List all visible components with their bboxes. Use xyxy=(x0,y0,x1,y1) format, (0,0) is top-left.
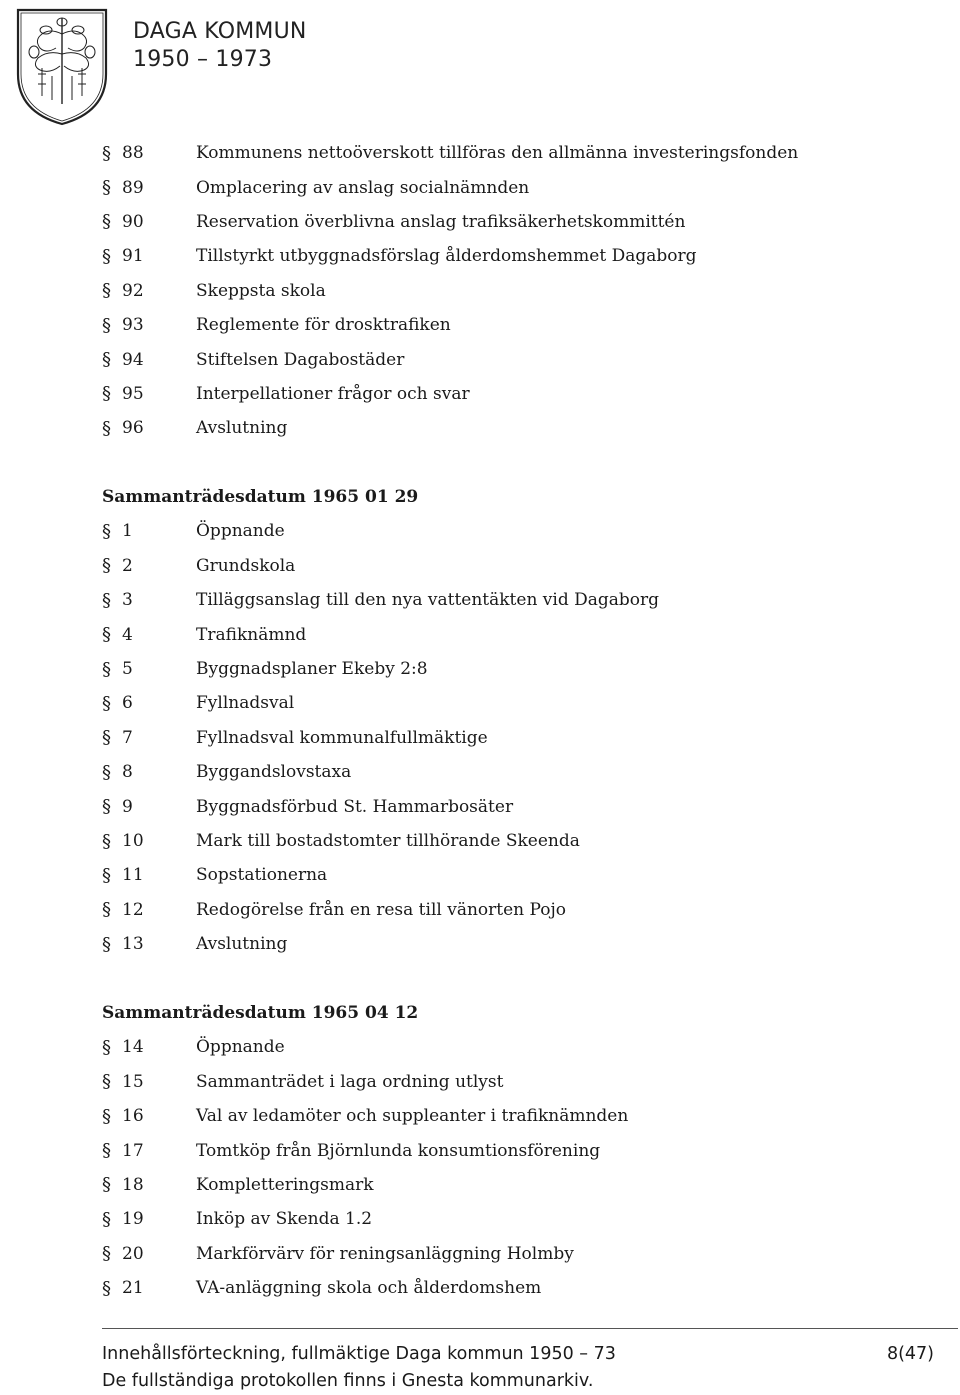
index-entry xyxy=(102,377,942,411)
entry-title: Redogörelse från en resa till vänorten Pojo xyxy=(196,899,567,920)
section-icon: § xyxy=(102,1036,111,1058)
footer-archive-note: De fullständiga protokollen finns i Gnesta kommunarkiv. xyxy=(102,1371,594,1391)
entry-number: 18 xyxy=(122,1174,144,1195)
index-entry xyxy=(102,1168,942,1202)
entry-number: 7 xyxy=(122,727,133,748)
entry-title: Val av ledamöter och suppleanter i trafiknämnden xyxy=(196,1106,629,1127)
section-icon: § xyxy=(102,280,111,302)
index-entry xyxy=(102,789,942,823)
index-entry xyxy=(102,514,942,548)
entry-title: Kompletteringsmark xyxy=(196,1174,374,1195)
section-icon: § xyxy=(102,349,111,371)
section-icon: § xyxy=(102,692,111,714)
entry-title: Sopstationerna xyxy=(196,865,328,886)
section-icon: § xyxy=(102,899,111,921)
entry-title: Skeppsta skola xyxy=(196,280,326,301)
entry-number: 12 xyxy=(122,899,144,920)
entry-title: Tilläggsanslag till den nya vattentäkten vid Dagaborg xyxy=(196,590,660,611)
section-icon: § xyxy=(102,1140,111,1162)
entry-title: VA-anläggning skola och ålderdomshem xyxy=(196,1278,542,1299)
entry-number: 1 xyxy=(122,521,133,542)
section-icon: § xyxy=(102,1071,111,1093)
index-content xyxy=(102,136,942,1305)
section-icon: § xyxy=(102,830,111,852)
index-entry xyxy=(102,755,942,789)
section-icon: § xyxy=(102,727,111,749)
index-entry xyxy=(102,1202,942,1236)
section-icon: § xyxy=(102,1105,111,1127)
index-entry xyxy=(102,1065,942,1099)
entry-title: Reglemente för drosktrafiken xyxy=(196,315,451,336)
entry-number: 90 xyxy=(122,211,144,232)
entry-title: Reservation överblivna anslag trafiksäkerhetskommittén xyxy=(196,211,686,232)
section-icon: § xyxy=(102,1174,111,1196)
entry-title: Byggandslovstaxa xyxy=(196,762,352,783)
entry-number: 3 xyxy=(122,590,133,611)
footer-title: Innehållsförteckning, fullmäktige Daga kommun 1950 – 73 xyxy=(102,1344,616,1364)
entry-number: 89 xyxy=(122,177,144,198)
index-entry xyxy=(102,274,942,308)
entry-title: Kommunens nettoöverskott tillföras den allmänna investeringsfonden xyxy=(196,143,799,164)
entry-title: Markförvärv för reningsanläggning Holmby xyxy=(196,1243,574,1264)
entry-title: Inköp av Skenda 1.2 xyxy=(196,1209,373,1230)
section-icon: § xyxy=(102,1243,111,1265)
section-icon: § xyxy=(102,417,111,439)
entry-title: Öppnande xyxy=(196,521,285,542)
entry-title: Omplacering av anslag socialnämnden xyxy=(196,177,530,198)
index-entry xyxy=(102,893,942,927)
index-entry xyxy=(102,686,942,720)
entry-title: Grundskola xyxy=(196,555,296,576)
index-entry xyxy=(102,721,942,755)
entry-title: Byggnadsförbud St. Hammarbosäter xyxy=(196,796,514,817)
entry-title: Tomtköp från Björnlunda konsumtionsförening xyxy=(196,1140,601,1161)
index-entry xyxy=(102,824,942,858)
section-icon: § xyxy=(102,245,111,267)
entry-title: Sammanträdet i laga ordning utlyst xyxy=(196,1071,504,1092)
index-entry xyxy=(102,652,942,686)
group-spacer xyxy=(102,446,942,480)
section-icon: § xyxy=(102,1208,111,1230)
index-entry xyxy=(102,617,942,651)
index-entry xyxy=(102,927,942,961)
footer-divider xyxy=(102,1328,958,1329)
entry-number: 13 xyxy=(122,934,144,955)
section-icon: § xyxy=(102,211,111,233)
crest-icon xyxy=(12,4,112,128)
entry-title: Öppnande xyxy=(196,1037,285,1058)
entry-number: 91 xyxy=(122,246,144,267)
section-icon: § xyxy=(102,383,111,405)
index-entry xyxy=(102,136,942,170)
entry-title: Avslutning xyxy=(196,418,288,439)
entry-title: Trafiknämnd xyxy=(196,624,307,645)
footer-page-number: 8(47) xyxy=(886,1344,934,1364)
index-entry xyxy=(102,858,942,892)
page-footer xyxy=(102,1341,934,1395)
entry-number: 94 xyxy=(122,349,144,370)
entry-number: 8 xyxy=(122,762,133,783)
section-icon: § xyxy=(102,761,111,783)
index-entry xyxy=(102,1237,942,1271)
meeting-date-heading: Sammanträdesdatum 1965 01 29 xyxy=(102,487,419,508)
entry-number: 10 xyxy=(122,831,144,851)
entry-title: Stiftelsen Dagabostäder xyxy=(196,349,405,370)
section-icon: § xyxy=(102,177,111,199)
section-icon: § xyxy=(102,624,111,646)
entry-number: 15 xyxy=(122,1071,144,1092)
index-entry xyxy=(102,239,942,273)
index-entry xyxy=(102,1099,942,1133)
entry-number: 96 xyxy=(122,418,144,439)
header-title-line1: DAGA KOMMUN xyxy=(133,19,307,44)
entry-number: 5 xyxy=(122,659,133,680)
entry-number: 88 xyxy=(122,143,144,164)
entry-number: 20 xyxy=(122,1243,144,1264)
entry-title: Interpellationer frågor och svar xyxy=(196,383,470,404)
section-icon: § xyxy=(102,864,111,886)
entry-title: Fyllnadsval xyxy=(196,693,295,714)
entry-number: 16 xyxy=(122,1106,144,1127)
entry-title: Fyllnadsval kommunalfullmäktige xyxy=(196,727,488,748)
entry-number: 21 xyxy=(122,1278,144,1299)
page-header-title xyxy=(133,18,307,74)
index-entry xyxy=(102,411,942,445)
section-icon: § xyxy=(102,1277,111,1299)
entry-number: 92 xyxy=(122,280,144,301)
entry-number: 17 xyxy=(122,1140,144,1161)
entry-number: 11 xyxy=(122,865,144,886)
section-icon: § xyxy=(102,658,111,680)
index-entry xyxy=(102,1030,942,1064)
index-entry xyxy=(102,308,942,342)
entry-number: 14 xyxy=(122,1037,144,1058)
index-entry xyxy=(102,205,942,239)
entry-title: Avslutning xyxy=(196,934,288,955)
entry-number: 6 xyxy=(122,693,133,714)
entry-number: 95 xyxy=(122,383,144,404)
index-entry xyxy=(102,1133,942,1167)
entry-number: 19 xyxy=(122,1209,144,1230)
index-entry xyxy=(102,583,942,617)
index-entry xyxy=(102,170,942,204)
section-icon: § xyxy=(102,142,111,164)
entry-number: 2 xyxy=(122,555,133,576)
section-icon: § xyxy=(102,589,111,611)
section-icon: § xyxy=(102,555,111,577)
meeting-date-heading: Sammanträdesdatum 1965 04 12 xyxy=(102,1002,419,1023)
entry-title: Byggnadsplaner Ekeby 2:8 xyxy=(196,659,428,680)
section-icon: § xyxy=(102,520,111,542)
header-title-line2: 1950 – 1973 xyxy=(133,47,273,72)
entry-number: 4 xyxy=(122,624,133,645)
index-entry xyxy=(102,1271,942,1305)
group-spacer xyxy=(102,961,942,995)
entry-number: 93 xyxy=(122,315,144,336)
index-entry xyxy=(102,549,942,583)
index-entry xyxy=(102,342,942,376)
entry-title: Mark till bostadstomter tillhörande Skeenda xyxy=(196,831,580,851)
entry-title: Tillstyrkt utbyggnadsförslag ålderdomshemmet Dagaborg xyxy=(196,246,697,267)
entry-number: 9 xyxy=(122,796,133,817)
section-icon: § xyxy=(102,314,111,336)
section-icon: § xyxy=(102,933,111,955)
section-icon: § xyxy=(102,796,111,818)
